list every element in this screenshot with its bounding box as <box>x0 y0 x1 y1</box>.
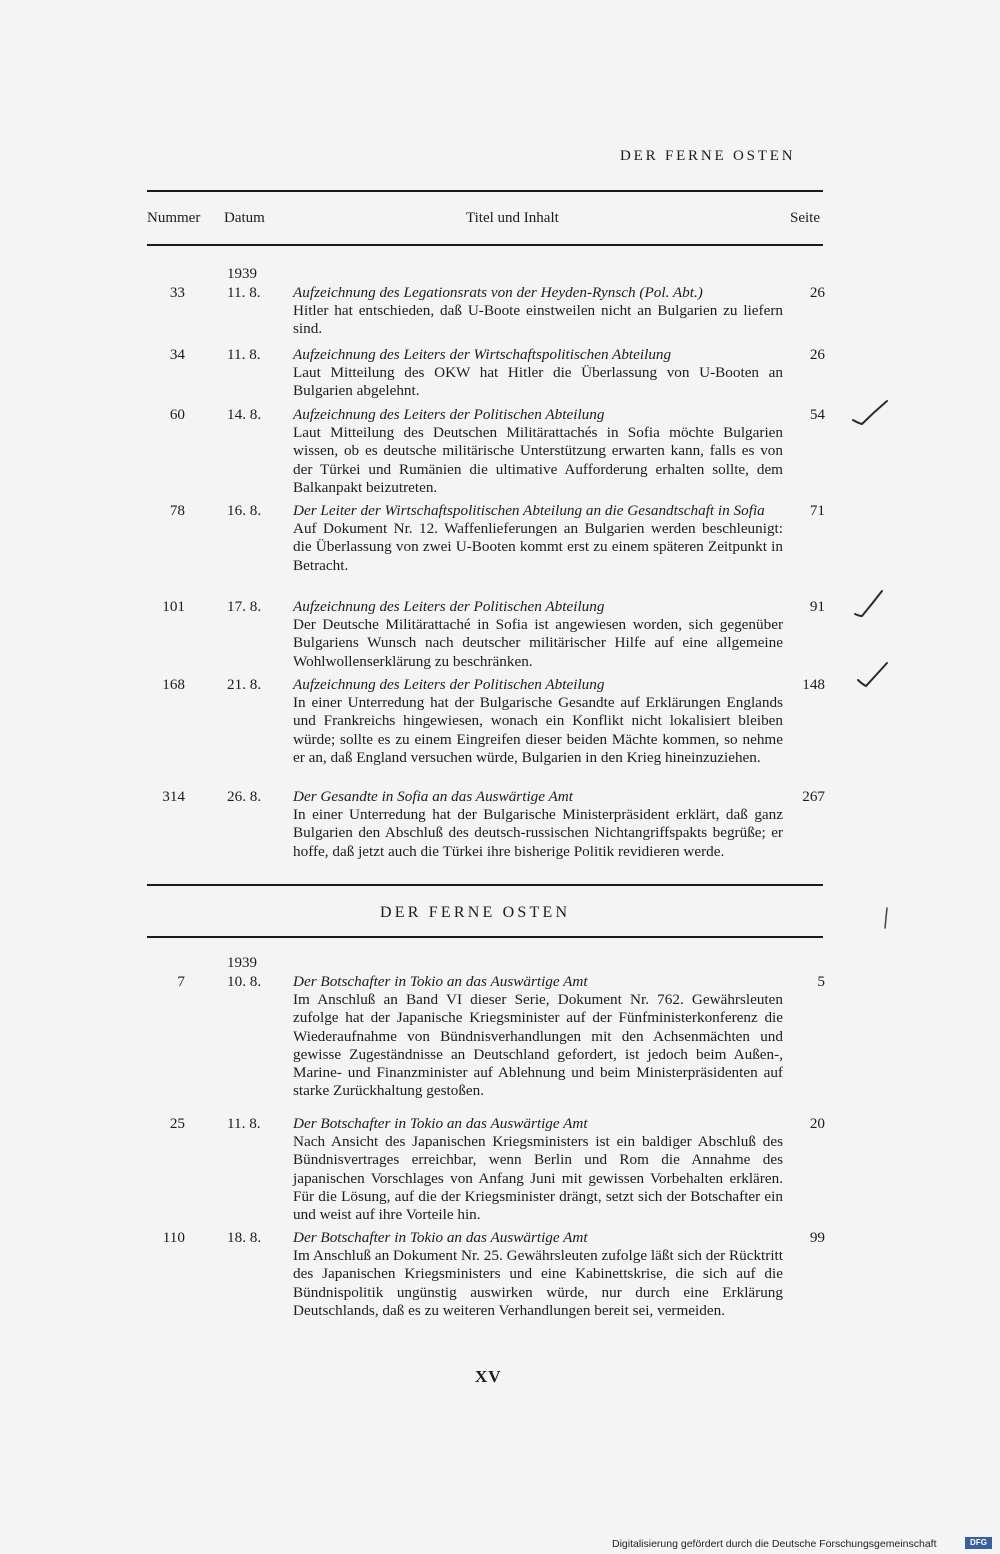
checkmark-icon <box>850 398 890 430</box>
column-header-title: Titel und Inhalt <box>466 210 559 226</box>
document-summary: In einer Unterredung hat der Bulgarische Ministerpräsident erklärt, daß ganz Bulgarien den Abschluß des deutsch-russischen Nichtangriffspakts begrüße; er hoffe, daß jetzt auch die Türkei ihre bisherige Politik revidieren werde. <box>293 806 783 860</box>
section-rule <box>147 884 823 886</box>
column-header-number: Nummer <box>147 210 201 226</box>
page-number: 267 <box>802 788 825 805</box>
document-date: 10. 8. <box>227 973 262 990</box>
document-summary: Im Anschluß an Band VI dieser Serie, Dokument Nr. 762. Gewährsleuten zufolge hat der Japanische Kriegsminister auf der Fünfministerkonferenz die Wiederaufnahme von Bündnisverhandlungen mit den Achsenmächten und gewisse Zugeständnisse an Deutschland gefordert, ist jedoch beim Außen-, Marine- und Finanzminister auf Ablehnung und beim Ministerpräsidenten auf starke Zurückhaltung gestoßen. <box>293 991 783 1100</box>
document-summary: Laut Mitteilung des Deutschen Militärattachés in Sofia möchte Bulgarien wissen, ob es deutsche militärische Unterstützung erwarten kann, falls es von der Türkei und Rumänien die ultimative Aufforderung erhalten sollte, dem Balkanpakt beizutreten. <box>293 424 783 496</box>
document-title: Der Gesandte in Sofia an das Auswärtige Amt <box>293 788 573 805</box>
document-summary: Laut Mitteilung des OKW hat Hitler die Überlassung von U-Booten an Bulgarien abgelehnt. <box>293 364 783 400</box>
year-label: 1939 <box>227 955 257 971</box>
margin-mark-icon <box>882 906 890 930</box>
document-number: 34 <box>169 346 185 363</box>
document-number: 7 <box>177 973 185 990</box>
section-heading-rule <box>147 936 823 938</box>
checkmark-icon <box>852 588 888 620</box>
document-title: Der Leiter der Wirtschaftspolitischen Abteilung an die Gesandtschaft in Sofia <box>293 502 765 519</box>
document-date: 18. 8. <box>227 1229 262 1246</box>
page-number: 99 <box>809 1229 825 1246</box>
checkmark-icon <box>855 660 891 692</box>
document-date: 11. 8. <box>227 346 261 363</box>
page-number: 26 <box>809 346 825 363</box>
header-rule <box>147 244 823 246</box>
dfg-logo: DFG <box>965 1537 992 1549</box>
page-number: 20 <box>809 1115 825 1132</box>
document-number: 78 <box>169 502 185 519</box>
document-title: Aufzeichnung des Leiters der Politischen Abteilung <box>293 406 605 423</box>
document-number: 168 <box>162 676 185 693</box>
section-heading: DER FERNE OSTEN <box>380 904 571 921</box>
document-summary: Der Deutsche Militärattaché in Sofia ist angewiesen worden, sich gegenüber Bulgariens Wunsch nach deutscher militärischer Hilfe auf eine allgemeine Wohlwollenserklärung zu beschränken. <box>293 616 783 670</box>
page-number: 148 <box>802 676 825 693</box>
document-number: 110 <box>162 1229 185 1246</box>
document-title: Aufzeichnung des Legationsrats von der Heyden-Rynsch (Pol. Abt.) <box>293 284 703 301</box>
page-number: 26 <box>809 284 825 301</box>
page-number: 91 <box>809 598 825 615</box>
page-number: 5 <box>817 973 825 990</box>
document-date: 11. 8. <box>227 1115 261 1132</box>
document-title: Der Botschafter in Tokio an das Auswärtige Amt <box>293 1115 588 1132</box>
document-date: 17. 8. <box>227 598 262 615</box>
document-number: 60 <box>169 406 185 423</box>
document-date: 21. 8. <box>227 676 262 693</box>
document-number: 25 <box>169 1115 185 1132</box>
document-number: 33 <box>169 284 185 301</box>
digitization-footer: Digitalisierung gefördert durch die Deutsche Forschungsgemeinschaft <box>612 1538 937 1550</box>
year-label: 1939 <box>227 266 257 282</box>
page-number: 71 <box>809 502 825 519</box>
document-date: 16. 8. <box>227 502 262 519</box>
document-summary: Hitler hat entschieden, daß U-Boote einstweilen nicht an Bulgarien zu liefern sind. <box>293 302 783 338</box>
document-title: Aufzeichnung des Leiters der Wirtschaftspolitischen Abteilung <box>293 346 672 363</box>
page-number: 54 <box>809 406 825 423</box>
document-number: 101 <box>162 598 185 615</box>
document-date: 26. 8. <box>227 788 262 805</box>
document-title: Der Botschafter in Tokio an das Auswärtige Amt <box>293 1229 588 1246</box>
document-title: Der Botschafter in Tokio an das Auswärtige Amt <box>293 973 588 990</box>
page-folio: XV <box>475 1367 502 1386</box>
document-date: 11. 8. <box>227 284 261 301</box>
top-rule <box>147 190 823 192</box>
column-header-page: Seite <box>790 210 820 226</box>
document-title: Aufzeichnung des Leiters der Politischen Abteilung <box>293 598 605 615</box>
document-summary: In einer Unterredung hat der Bulgarische Gesandte auf Erklärungen Englands und Frankreichs hingewiesen, wonach ein Konflikt nicht lokalisiert bleiben würde; sollte es zu einem Eingreifen dieser beiden Mächte kommen, so nehme er an, daß England versuchen würde, Bulgarien in den Krieg hineinzuziehen. <box>293 694 783 766</box>
document-summary: Nach Ansicht des Japanischen Kriegsministers ist ein baldiger Abschluß des Bündnisvertrages erreichbar, wenn Berlin und Rom die Annahme des japanischen Vorschlages von Anfang Juni mit gewissen Vorbehalten erklären. Für die Lösung, auf die der Kriegsminister drängt, setzt sich der Botschafter ein und weist auf ihre Vorteile hin. <box>293 1133 783 1224</box>
document-date: 14. 8. <box>227 406 262 423</box>
document-title: Aufzeichnung des Leiters der Politischen Abteilung <box>293 676 605 693</box>
document-summary: Auf Dokument Nr. 12. Waffenlieferungen an Bulgarien werden beschleunigt: die Überlassung von zwei U-Booten kommt erst zu einem späteren Zeitpunkt in Betracht. <box>293 520 783 574</box>
running-head: DER FERNE OSTEN <box>620 148 796 164</box>
document-number: 314 <box>162 788 185 805</box>
document-summary: Im Anschluß an Dokument Nr. 25. Gewährsleuten zufolge läßt sich der Rücktritt des Japanischen Kriegsministers und eine Kabinettskrise, die sich auf die Bündnispolitik ungünstig auswirken würde, nur durch eine Erklärung Deutschlands, daß es zu weiteren Verhandlungen bereit sei, vermeiden. <box>293 1247 783 1319</box>
column-header-date: Datum <box>224 210 265 226</box>
